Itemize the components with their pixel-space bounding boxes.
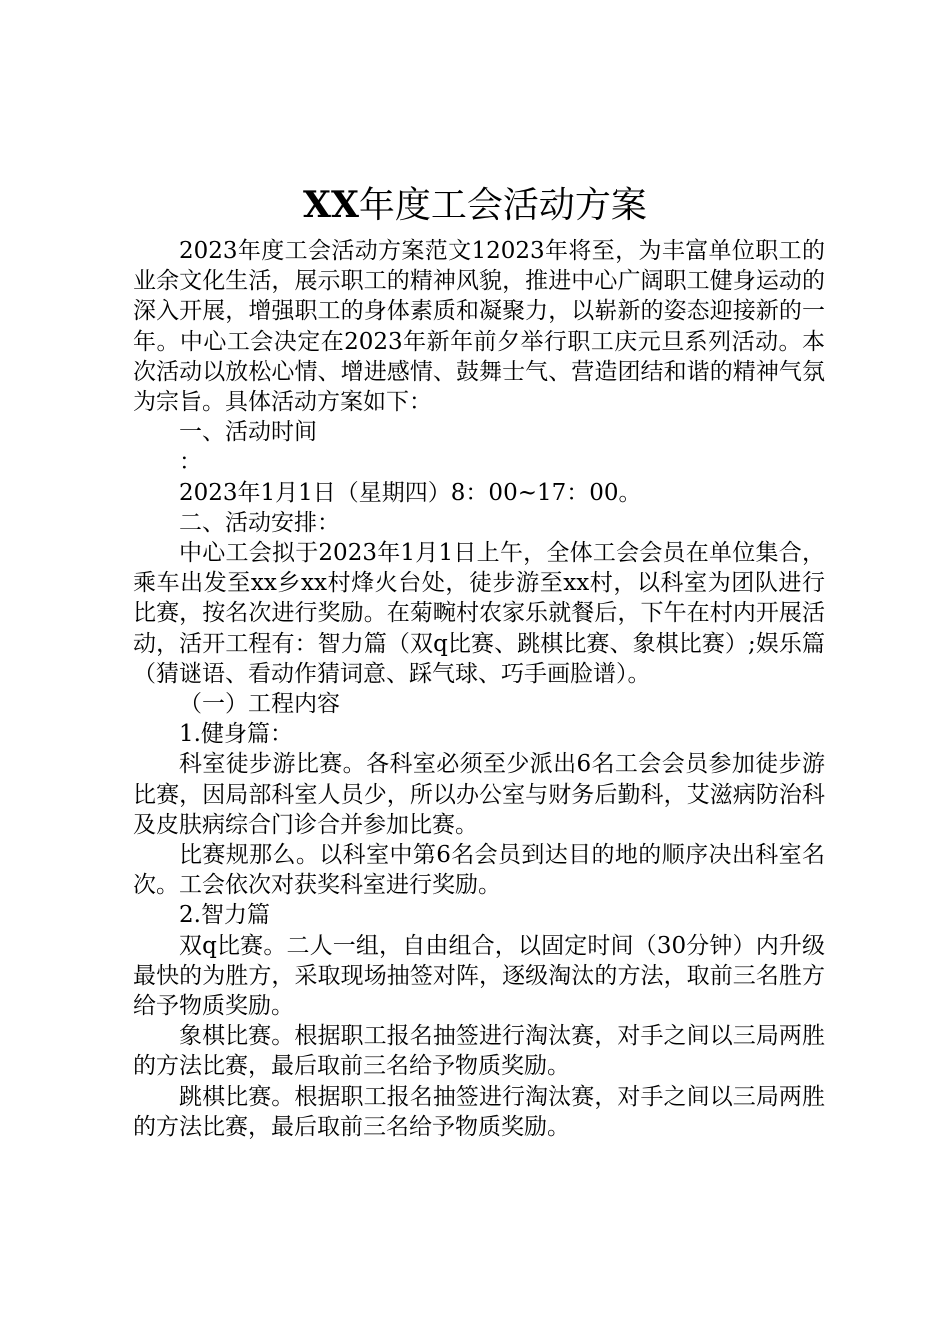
heading-intelligence: 2.智力篇: [179, 902, 270, 929]
paragraph-arrangement: 中心工会拟于2023年1月1日上午，全体工会会员在单位集合，乘车出发至xx乡xx村烽火台处，徒步游至xx村，以科室为团队进行比赛，按名次进行奖励。在菊畹村农家乐就餐后，下午在村内开展活动，活开工程有：智力篇（双q比赛、跳棋比赛、象棋比赛）;娱乐篇（猜谜语、看动作猜词意、踩气球、巧手画脸谱）。: [133, 540, 825, 687]
heading-activity-arrangement: 二、活动安排：: [179, 509, 340, 536]
document-title: [0, 180, 950, 231]
paragraph-intro: 2023年度工会活动方案范文12023年将至，为丰富单位职工的业余文化生活，展示职工的精神风貌，推进中心广阔职工健身运动的深入开展，增强职工的身体素质和凝聚力，以崭新的姿态迎接新的一年。中心工会决定在2023年新年前夕举行职工庆元旦系列活动。本次活动以放松心情、增进感情、鼓舞士气、营造团结和谐的精神气氛为宗旨。具体活动方案如下：: [133, 238, 825, 416]
paragraph-activity-date: 2023年1月1日（星期四）8：00~17：00。: [179, 479, 642, 506]
heading-fitness: 1.健身篇：: [179, 721, 293, 748]
paragraph-checkers-contest: 跳棋比赛。根据职工报名抽签进行淘汰赛，对手之间以三局两胜的方法比赛，最后取前三名给予物质奖励。: [133, 1083, 825, 1140]
title-prefix: XX: [303, 184, 359, 226]
heading-activity-time: 一、活动时间: [179, 419, 317, 446]
paragraph-card-contest: 双q比赛。二人一组，自由组合，以固定时间（30分钟）内升级最快的为胜方，采取现场抽签对阵，逐级淘汰的方法，取前三名胜方给予物质奖励。: [133, 932, 825, 1020]
title-rest: 年度工会活动方案: [358, 185, 647, 226]
paragraph-hiking-contest: 科室徒步游比赛。各科室必须至少派出6名工会会员参加徒步游比赛，因局部科室人员少，所以办公室与财务后勤科，艾滋病防治科及皮肤病综合门诊合并参加比赛。: [133, 751, 825, 838]
paragraph-contest-rules: 比赛规那么。以科室中第6名会员到达目的地的顺序决出科室名次。工会依次对获奖科室进行奖励。: [133, 842, 825, 899]
document-body: [133, 236, 825, 1142]
paragraph-colon: ：: [179, 449, 202, 476]
heading-project-content: （一）工程内容: [179, 691, 340, 718]
paragraph-chess-contest: 象棋比赛。根据职工报名抽签进行淘汰赛，对手之间以三局两胜的方法比赛，最后取前三名给予物质奖励。: [133, 1023, 825, 1080]
